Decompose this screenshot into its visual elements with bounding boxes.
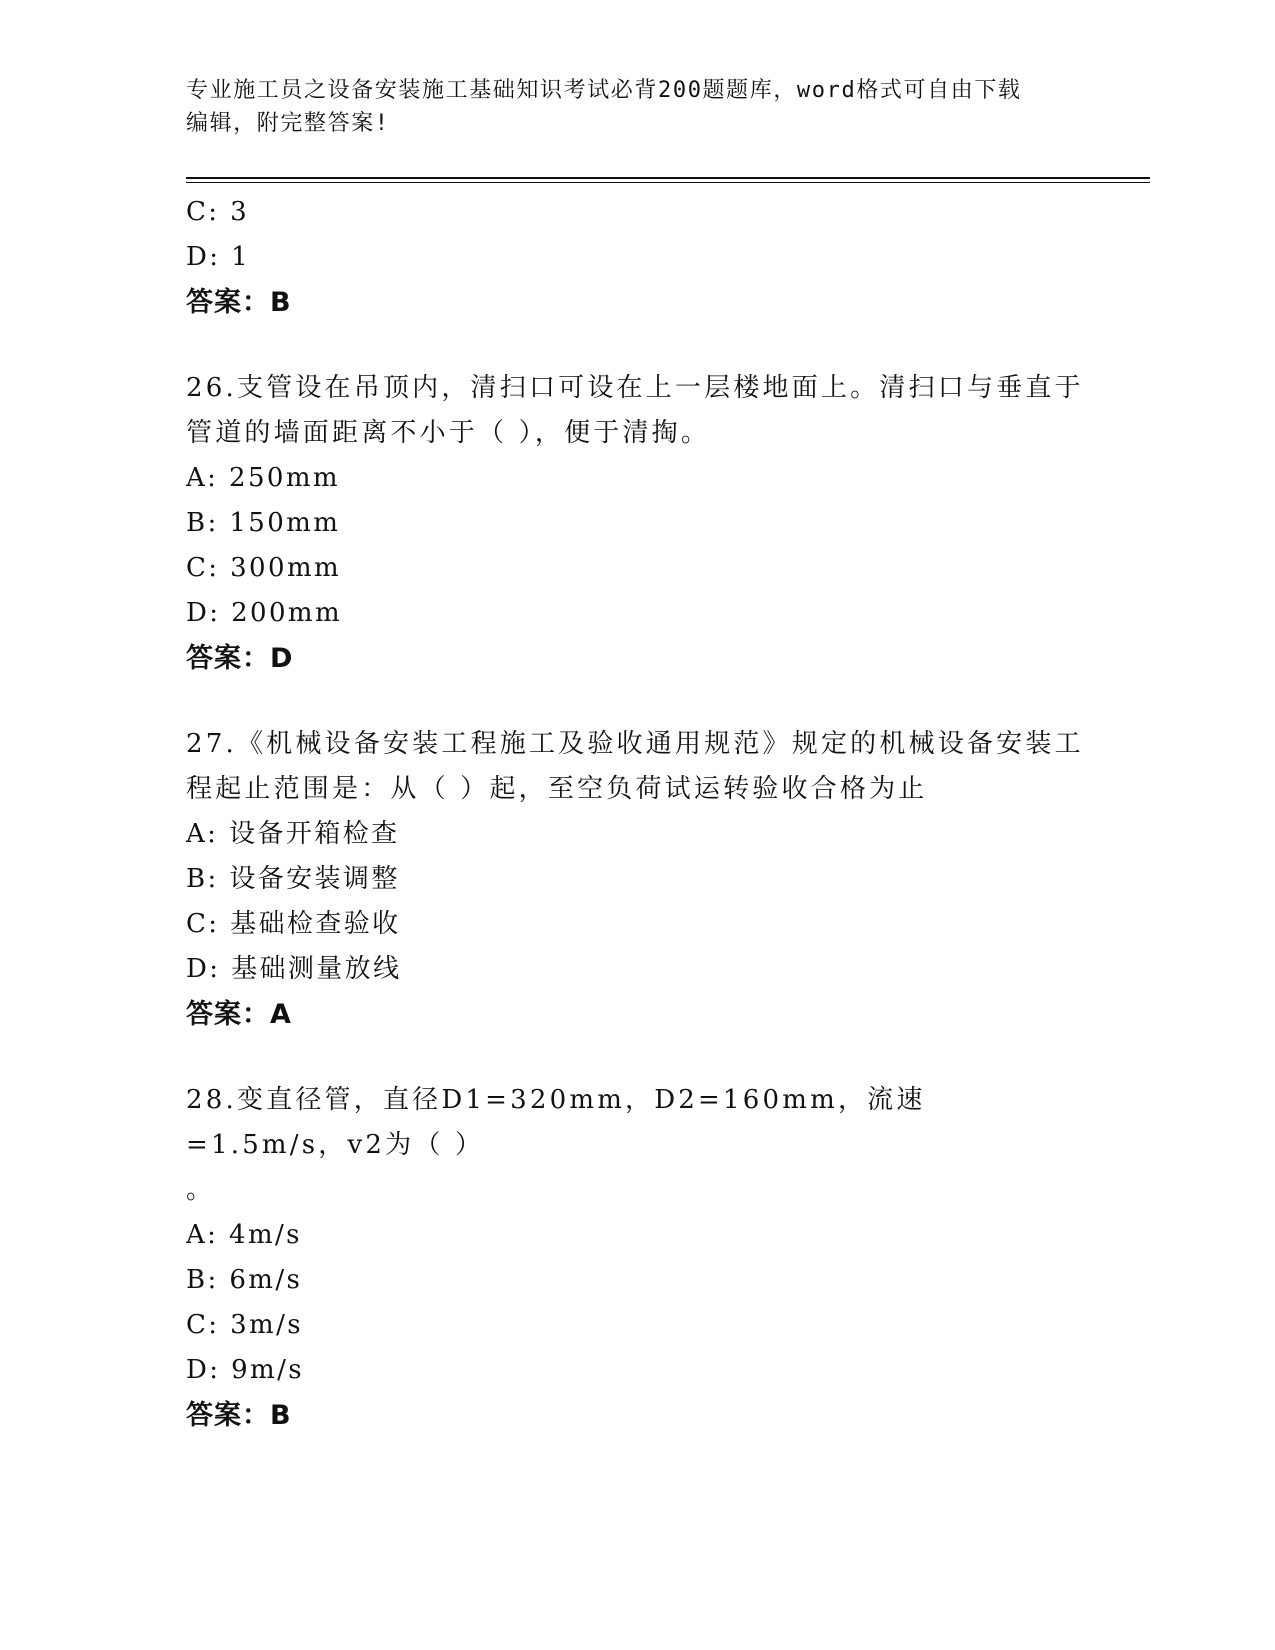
answer-line: 答案：A — [186, 999, 292, 1030]
question-block-25 — [186, 190, 1086, 325]
option-d: D: 200mm — [186, 598, 343, 628]
option-d: D: 基础测量放线 — [186, 954, 402, 984]
option-c: C: 3m/s — [186, 1310, 304, 1340]
question-block-27 — [186, 722, 1086, 1037]
option-c: C: 基础检查验收 — [186, 909, 401, 939]
document-header — [186, 74, 1086, 140]
question-stem-line-1: 26.支管设在吊顶内，清扫口可设在上一层楼地面上。清扫口与垂直于 — [186, 373, 1084, 403]
option-c: C: 3 — [186, 197, 250, 227]
answer-line: 答案：B — [186, 1400, 292, 1431]
option-d: D: 9m/s — [186, 1355, 304, 1385]
option-a: A: 设备开箱检查 — [186, 819, 400, 849]
question-stem-line-2: 管道的墙面距离不小于（ ），便于清掏。 — [186, 418, 711, 448]
header-line-1: 专业施工员之设备安装施工基础知识考试必背200题题库，word格式可自由下载 — [186, 78, 1022, 103]
question-block-28 — [186, 1078, 1086, 1438]
option-a: A: 4m/s — [186, 1220, 302, 1250]
option-b: B: 150mm — [186, 508, 341, 538]
question-stem-line-2: 。 — [186, 1175, 216, 1205]
question-block-26 — [186, 366, 1086, 681]
question-stem-line-1: 27.《机械设备安装工程施工及验收通用规范》规定的机械设备安装工 — [186, 729, 1084, 759]
answer-line: 答案：B — [186, 287, 292, 318]
option-a: A: 250mm — [186, 463, 340, 493]
option-c: C: 300mm — [186, 553, 342, 583]
answer-line: 答案：D — [186, 643, 294, 674]
question-stem-line-1: 28.变直径管，直径D1=320mm，D2=160mm，流速=1.5m/s，v2为（ ） — [186, 1085, 926, 1160]
question-list — [186, 190, 1086, 1438]
header-divider-thin — [186, 182, 1150, 183]
header-divider-thick — [186, 177, 1150, 179]
option-b: B: 设备安装调整 — [186, 864, 400, 894]
option-d: D: 1 — [186, 242, 251, 272]
option-b: B: 6m/s — [186, 1265, 303, 1295]
header-line-2: 编辑，附完整答案! — [186, 111, 390, 136]
question-stem-line-2: 程起止范围是：从（ ）起，至空负荷试运转验收合格为止 — [186, 774, 928, 804]
